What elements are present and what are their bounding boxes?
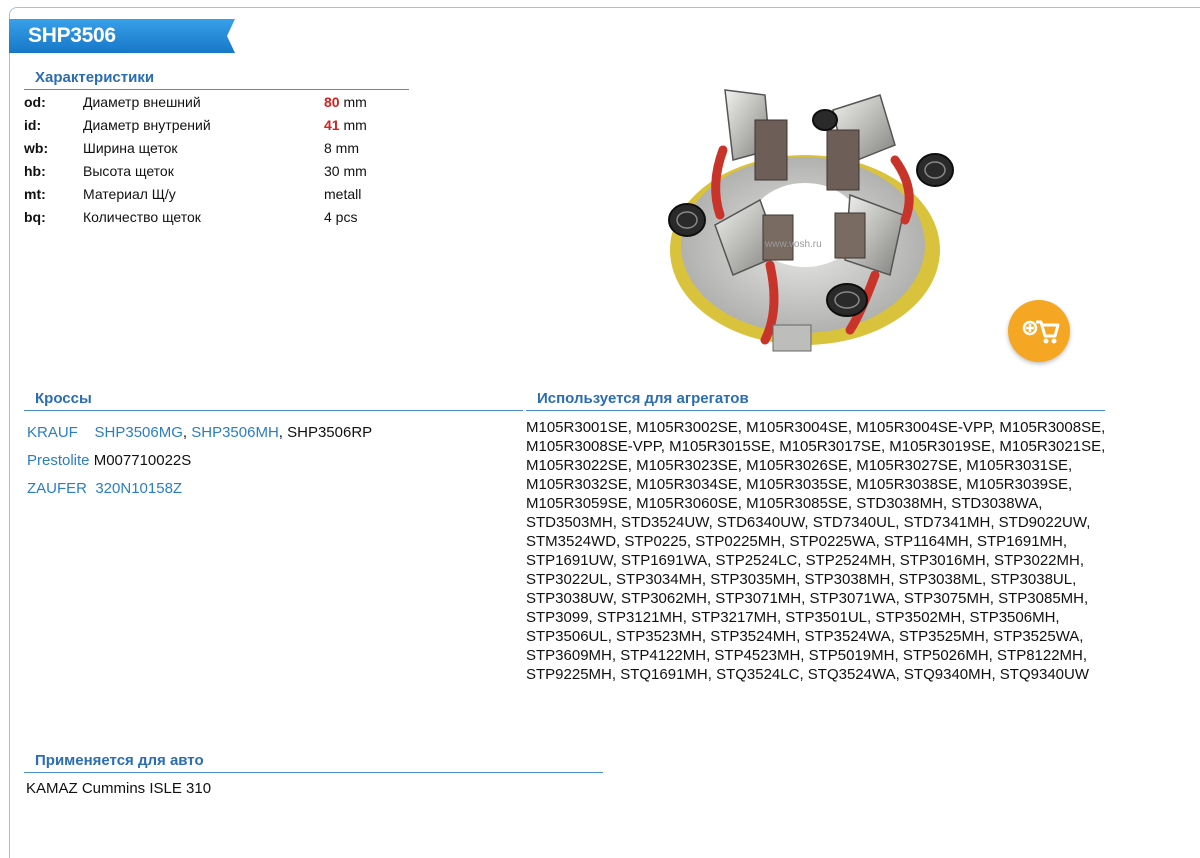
usage-list: M105R3001SE, M105R3002SE, M105R3004SE, M105R3004SE-VPP, M105R3008SE, M105R3008SE-VPP, M105R3015SE, M105R3017SE, M105R3019SE, M105R3021SE, M105R3022SE, M105R3023SE, M105R3026SE, M105R3027SE, M105R3031SE, M105R3032SE, M105R3034SE, M105R3035SE, M105R3038SE, M105R3039SE, M105R3059SE, M105R3060SE, M105R3085SE, STD3038MH, STD3038WA, STD3503MH, STD3524UW, STD6340UW, STD7340UL, STD7341MH, STD9022UW, STM3524WD, STP0225, STP0225MH, STP0225WA, STP1164MH, STP1691MH, STP1691UW, STP1691WA, STP2524LC, STP2524MH, STP3016MH, STP3022MH, STP3022UL, STP3034MH, STP3035MH, STP3038MH, STP3038ML, STP3038UL, STP3038UW, STP3062MH, STP3071MH, STP3071WA, STP3075MH, STP3085MH, STP3099, STP3121MH, STP3217MH, STP3501UL, STP3502MH, STP3506MH, STP3506UL, STP3523MH, STP3524MH, STP3524WA, STP3525MH, STP3525WA, STP3609MH, STP4122MH, STP4523MH, STP5019MH, STP5026MH, STP8122MH, STP9225MH, STQ1691MH, STQ3524LC, STQ3524WA, STQ9340MH, STQ9340UW (526, 419, 1106, 683)
cross-brand-link[interactable]: ZAUFER (27, 480, 87, 497)
spec-value (324, 184, 361, 204)
specs-heading: Характеристики (24, 67, 409, 90)
cross-row (27, 450, 372, 478)
spec-code: mt: (24, 186, 46, 202)
spec-value (324, 92, 367, 112)
spec-value (324, 207, 357, 227)
spec-code: wb: (24, 140, 49, 156)
cross-part-link[interactable]: SHP3506MG (94, 424, 183, 441)
product-image (655, 75, 955, 365)
cross-row (27, 422, 372, 450)
cross-part-link[interactable]: 320N10158Z (95, 480, 183, 497)
cross-part-text: M007710022S (93, 452, 192, 469)
spec-value-number: 41 (324, 117, 340, 133)
spec-value-number: 80 (324, 94, 340, 110)
spec-value (324, 161, 367, 181)
spec-code: id: (24, 117, 42, 133)
spec-name: Количество щеток (83, 209, 201, 225)
spec-name: Диаметр внешний (83, 94, 201, 110)
add-to-cart-button[interactable] (1008, 300, 1070, 362)
spec-value-number: 30 mm (324, 163, 367, 179)
spec-value-number: 8 mm (324, 140, 359, 156)
cross-separator: , (278, 424, 288, 441)
auto-list: KAMAZ Cummins ISLE 310 (26, 780, 212, 797)
spec-name: Ширина щеток (83, 140, 178, 156)
spec-name: Материал Щ/у (83, 186, 176, 202)
crosses-list (27, 422, 372, 506)
spec-code: hb: (24, 163, 46, 179)
spec-value-number: 4 pcs (324, 209, 358, 225)
spec-code: od: (24, 94, 46, 110)
product-title-ribbon (9, 19, 239, 52)
crosses-heading: Кроссы (24, 388, 523, 411)
product-title: SHP3506 (28, 24, 116, 47)
auto-heading: Применяется для авто (24, 750, 603, 773)
spec-name: Диаметр внутрений (83, 117, 211, 133)
cross-brand-link[interactable]: Prestolite (27, 452, 90, 469)
usage-heading: Используется для агрегатов (526, 388, 1105, 411)
image-watermark: www.vosh.ru (765, 239, 822, 250)
spec-value-unit: mm (339, 117, 367, 133)
cross-row (27, 478, 372, 506)
spec-value (324, 138, 359, 158)
spec-code: bq: (24, 209, 46, 225)
cross-brand-link[interactable]: KRAUF (27, 424, 78, 441)
cross-part-link[interactable]: SHP3506MH (191, 424, 279, 441)
add-to-cart-icon (1008, 300, 1070, 362)
cross-separator: , (182, 424, 192, 441)
spec-value (324, 115, 367, 135)
cross-part-text: SHP3506RP (287, 424, 373, 441)
spec-value-number: metall (324, 186, 362, 202)
spec-value-unit: mm (339, 94, 367, 110)
spec-name: Высота щеток (83, 163, 174, 179)
